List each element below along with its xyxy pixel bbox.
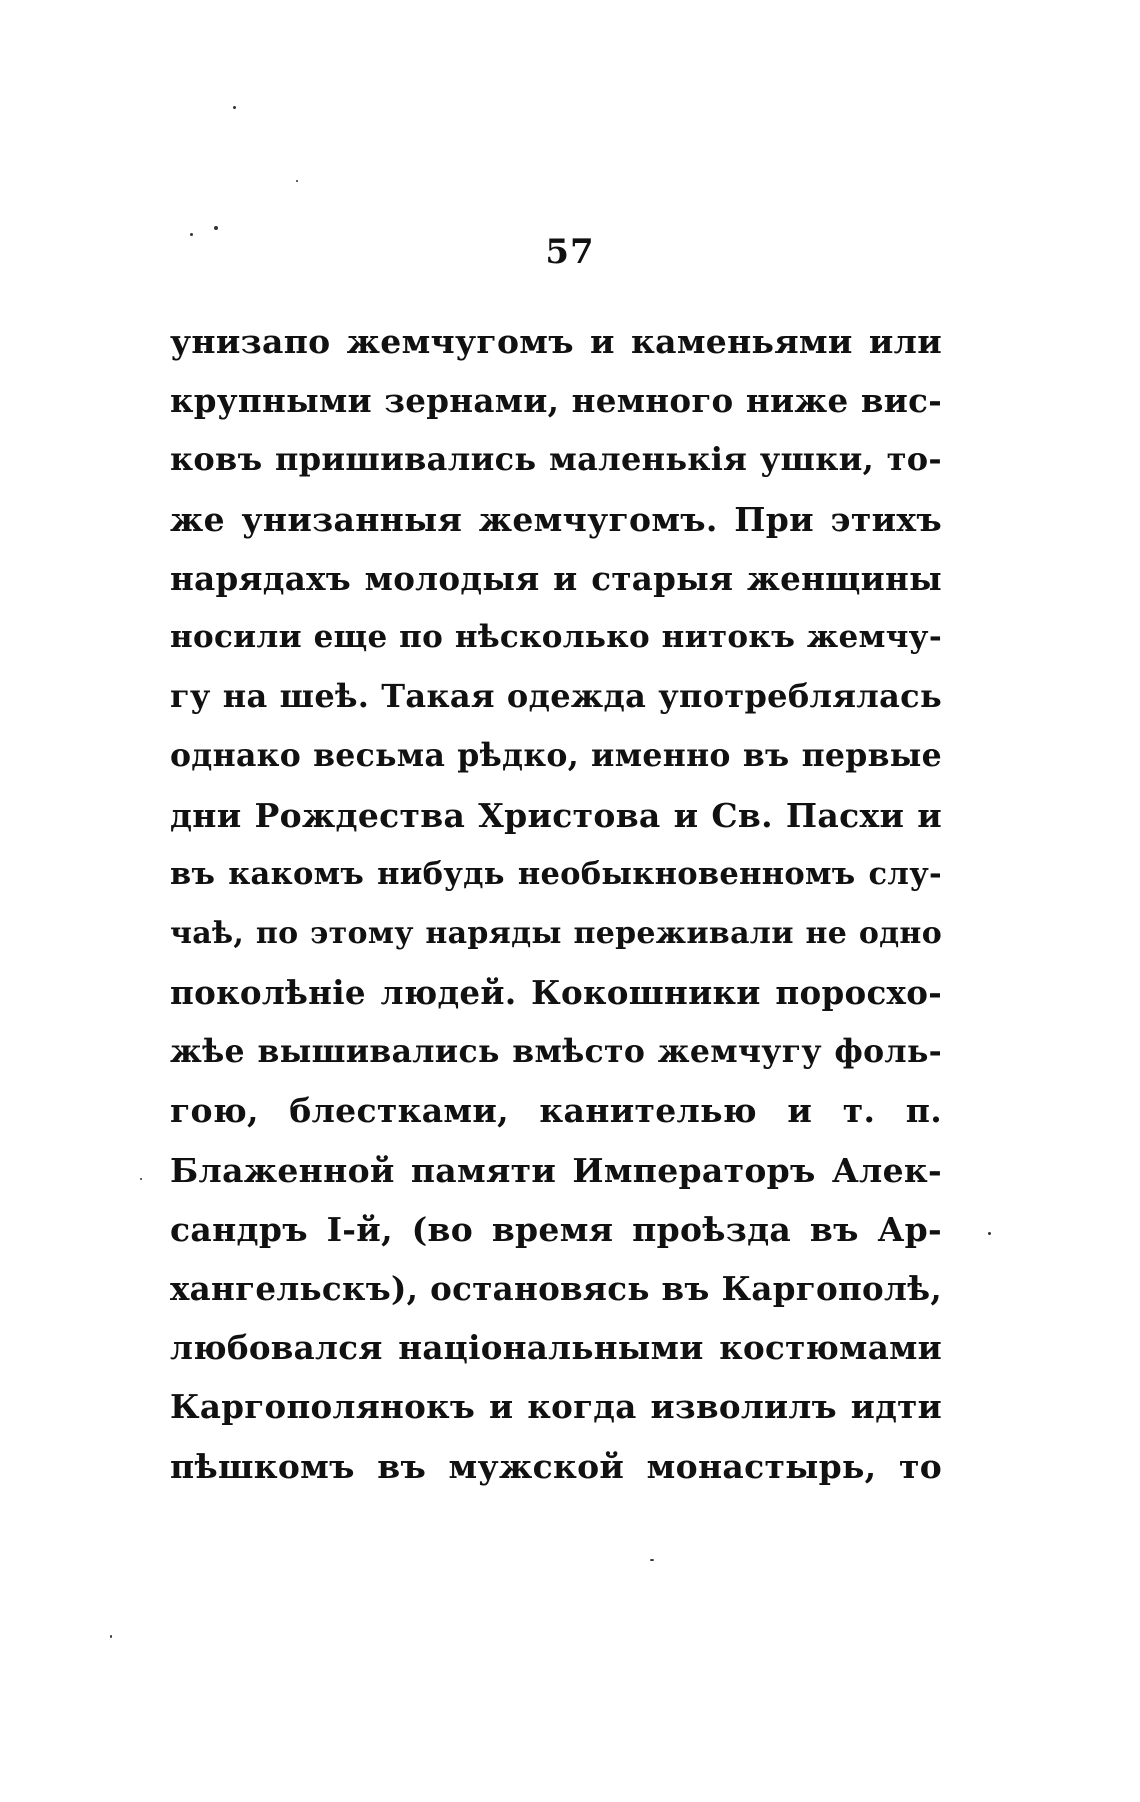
text-line: Блаженной памяти Императоръ Алек- [170, 1150, 942, 1190]
text-line: крупными зернами, немного ниже вис- [170, 381, 942, 421]
scan-speck [140, 1178, 142, 1180]
text-line: ковъ пришивались маленькія ушки, то- [170, 440, 942, 479]
scan-speck [233, 106, 236, 109]
text-line: Каргополянокъ и когда изволилъ идти [170, 1387, 942, 1427]
text-line: нарядахъ молодыя и старыя женщины [170, 558, 942, 598]
text-line: сандръ І-й, (во время проѣзда въ Ар- [170, 1209, 942, 1249]
text-line: любовался національными костюмами [170, 1328, 942, 1368]
text-line: хангельскъ), остановясь въ Каргополѣ, [170, 1269, 942, 1308]
text-line: унизапо жемчугомъ и каменьями или [170, 322, 942, 361]
scan-speck [214, 226, 218, 230]
text-line: гою, блестками, канителью и т. п. [170, 1091, 942, 1131]
text-line: чаѣ, по этому наряды переживали не одно [170, 915, 942, 951]
scan-speck [110, 1635, 112, 1638]
body-text [170, 312, 942, 1496]
text-line: дни Рождества Христова и Св. Пасхи и [170, 795, 942, 835]
text-line: носили еще по нѣсколько нитокъ жемчу- [170, 618, 942, 655]
text-line: въ какомъ нибудь необыкновенномъ слу- [170, 855, 942, 892]
text-line: пѣшкомъ въ мужской монастырь, то [170, 1446, 942, 1486]
text-line: же унизанныя жемчугомъ. При этихъ [170, 499, 942, 539]
text-line: гу на шеѣ. Такая одежда употреблялась [170, 677, 942, 716]
text-line: поколѣніе людей. Кокошники поросхо- [170, 973, 942, 1013]
scan-speck [650, 1559, 654, 1561]
page-number: 57 [545, 232, 595, 272]
scan-speck [296, 180, 298, 182]
scan-speck [988, 1232, 991, 1235]
text-line: жѣе вышивались вмѣсто жемчугу фоль- [170, 1033, 942, 1071]
text-line: однако весьма рѣдко, именно въ первые [170, 737, 942, 775]
